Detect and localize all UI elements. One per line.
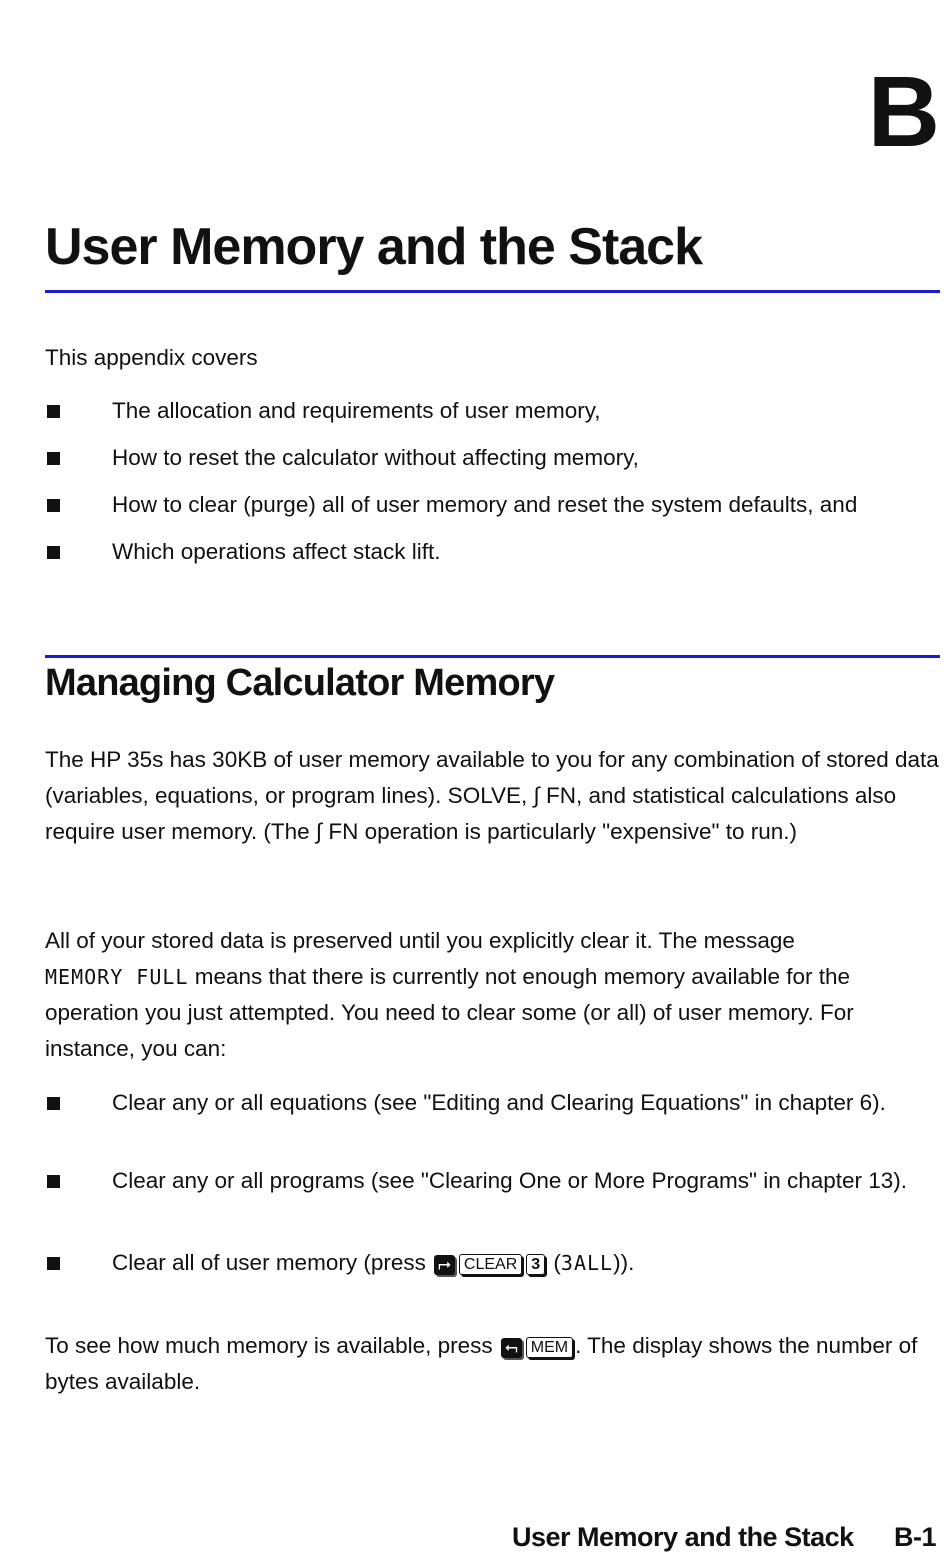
bullet-text: Which operations affect stack lift. bbox=[112, 539, 441, 564]
chapter-title-rule bbox=[45, 290, 940, 293]
paragraph-memory-size: The HP 35s has 30KB of user memory available to you for any combination of stored data (variables, equations, or program lines). SOLVE, ∫ FN, and statistical calculations also require user memory. (The ∫ FN operation is particularly "expensive" to run.) bbox=[45, 747, 939, 844]
clear-key-icon: CLEAR bbox=[459, 1254, 522, 1275]
bullet-text: Clear any or all programs (see "Clearing One or More Programs" in chapter 13). bbox=[112, 1168, 908, 1193]
bullet-text: How to clear (purge) all of user memory and reset the system defaults, and bbox=[112, 492, 858, 517]
section-rule bbox=[45, 655, 940, 658]
left-shift-key-icon: ⮢ bbox=[501, 1338, 522, 1358]
paragraph-text: means that there is currently not enough memory available for the operation you just attempted. You need to clear some (or all) of user memory. For instance, you can: bbox=[45, 964, 854, 1061]
paragraph-text: To see how much memory is available, press bbox=[45, 1333, 499, 1358]
paragraph-memory-full bbox=[45, 923, 940, 1067]
chapter-title: User Memory and the Stack bbox=[45, 218, 703, 276]
bullet-square-icon bbox=[47, 1175, 60, 1188]
section-title: Managing Calculator Memory bbox=[45, 662, 555, 704]
bullet-square-icon bbox=[47, 499, 60, 512]
bullet-text bbox=[112, 1248, 940, 1278]
lcd-display-text: MEMORY FULL bbox=[45, 965, 189, 989]
paragraph-text: . The display shows the number of bytes available. bbox=[45, 1333, 918, 1394]
mem-key-icon: MEM bbox=[526, 1337, 573, 1358]
bullet-text: The allocation and requirements of user memory, bbox=[112, 398, 601, 423]
bullet-text-part: )). bbox=[613, 1250, 635, 1275]
footer-title: User Memory and the Stack bbox=[512, 1522, 854, 1552]
lcd-display-text: 3ALL bbox=[560, 1251, 614, 1275]
bullet-text-part: Clear all of user memory (press bbox=[112, 1250, 433, 1275]
bullet-square-icon bbox=[47, 1097, 60, 1110]
bullet-square-icon bbox=[47, 1257, 60, 1270]
page-number: B-1 bbox=[894, 1522, 937, 1552]
paragraph-memory-available bbox=[45, 1328, 940, 1400]
appendix-letter: B bbox=[867, 56, 938, 168]
bullet-square-icon bbox=[47, 546, 60, 559]
bullet-square-icon bbox=[47, 405, 60, 418]
bullet-square-icon bbox=[47, 452, 60, 465]
bullet-text: How to reset the calculator without affecting memory, bbox=[112, 445, 639, 470]
bullet-text: Clear any or all equations (see "Editing and Clearing Equations" in chapter 6). bbox=[112, 1090, 886, 1115]
paragraph-text: All of your stored data is preserved until you explicitly clear it. The message bbox=[45, 928, 795, 953]
bullet-text-part: ( bbox=[547, 1250, 561, 1275]
right-shift-key-icon: ⮣ bbox=[434, 1255, 455, 1275]
intro-lead: This appendix covers bbox=[45, 345, 258, 370]
three-key-icon: 3 bbox=[526, 1254, 545, 1275]
